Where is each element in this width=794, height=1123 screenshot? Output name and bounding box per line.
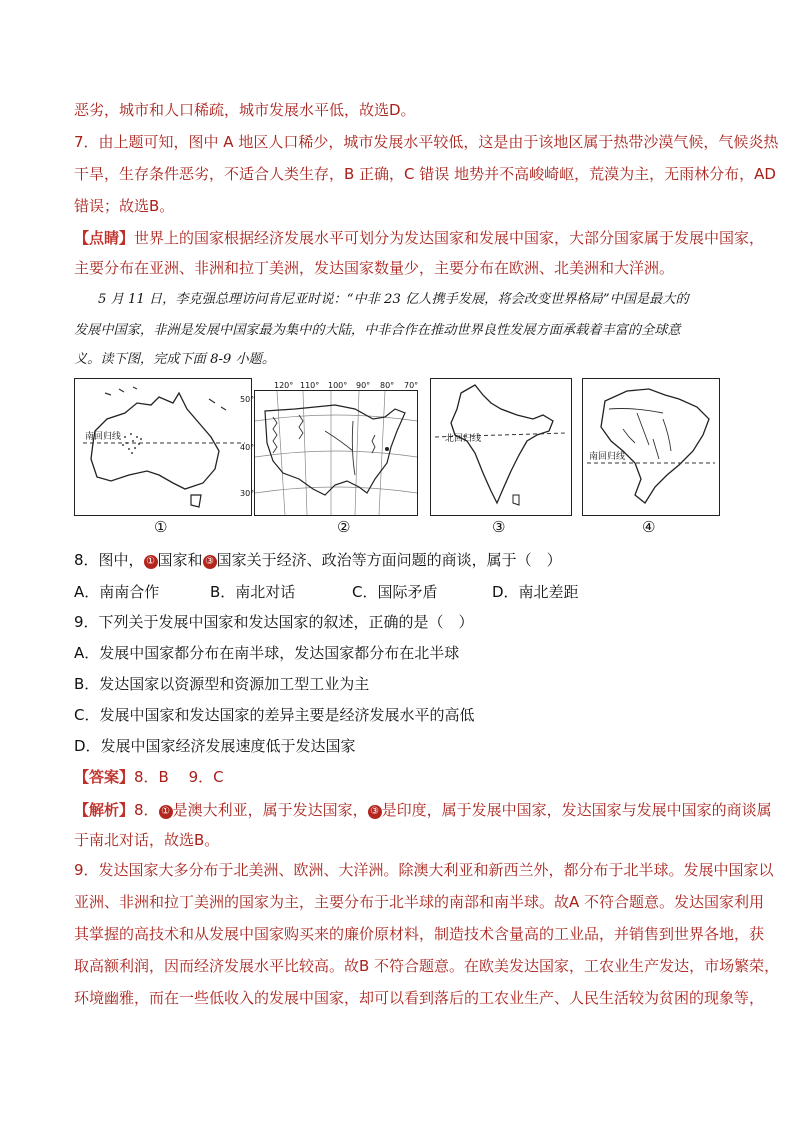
brazil-tropic-label: 南回归线 bbox=[589, 452, 626, 462]
answer-text: 8．B 9．C bbox=[134, 768, 224, 786]
australia-tropic-label: 南回归线 bbox=[85, 432, 122, 442]
india-map-graphic bbox=[431, 379, 571, 515]
passage-line-3: 义。读下图，完成下面 8-9 小题。 bbox=[74, 352, 276, 367]
tip-line-2: 主要分布在亚洲、非洲和拉丁美洲，发达国家数量少，主要分布在欧洲、北美洲和大洋洲。 bbox=[74, 259, 675, 277]
analysis-line-7: 环境幽雅，而在一些低收入的发展中国家，却可以看到落后的工农业生产、人民生活较为贫困的现象等， bbox=[74, 989, 765, 1007]
usa-latitude-labels bbox=[240, 388, 254, 518]
analysis-circle-three: ③ bbox=[368, 805, 382, 819]
map-brazil bbox=[582, 378, 720, 516]
usa-map-graphic bbox=[255, 391, 417, 515]
usa-lon-120: 120° bbox=[274, 381, 294, 390]
q9-option-d: D．发展中国家经济发展速度低于发达国家 bbox=[74, 737, 356, 755]
q8-circle-one: ① bbox=[144, 555, 158, 569]
q9-stem: 9．下列关于发展中国家和发达国家的叙述，正确的是（ ） bbox=[74, 613, 474, 631]
usa-lon-110: 110° bbox=[300, 381, 320, 390]
q8-middle: 国家和 bbox=[157, 551, 203, 569]
passage-line-2: 发展中国家，非洲是发展中国家最为集中的大陆，中非合作在推动世界良性发展方面承载着丰富的全球意 bbox=[74, 323, 681, 338]
map-india bbox=[430, 378, 572, 516]
analysis-label: 【解析】 bbox=[74, 801, 135, 819]
map-caption-4: ④ bbox=[642, 518, 656, 536]
india-tropic-label: 北回归线 bbox=[445, 434, 482, 444]
brazil-map-graphic bbox=[583, 379, 719, 515]
answer-line bbox=[74, 767, 224, 787]
maps-figure bbox=[74, 378, 724, 540]
text-line-1: 恶劣，城市和人口稀疏，城市发展水平低，故选D。 bbox=[74, 101, 416, 119]
tip-line-1 bbox=[74, 228, 764, 248]
map-caption-3: ③ bbox=[492, 518, 506, 536]
usa-lat-30: 30° bbox=[240, 489, 254, 498]
usa-lon-90: 90° bbox=[356, 381, 371, 390]
q8-suffix: 国家关于经济、政治等方面问题的商谈，属于（ ） bbox=[216, 551, 562, 569]
q8-option-b: B．南北对话 bbox=[210, 583, 296, 601]
q8-option-c: C．国际矛盾 bbox=[352, 583, 438, 601]
usa-longitude-labels bbox=[256, 378, 426, 390]
usa-lat-40: 40° bbox=[240, 443, 254, 452]
usa-lat-50: 50° bbox=[240, 395, 254, 404]
analysis-line-1 bbox=[74, 800, 772, 820]
usa-lon-100: 100° bbox=[328, 381, 348, 390]
analysis-8-mid: 是澳大利亚，属于发达国家， bbox=[172, 801, 368, 819]
map-australia bbox=[74, 378, 252, 516]
q8-stem bbox=[74, 550, 562, 570]
q8-option-a: A．南南合作 bbox=[74, 583, 160, 601]
analysis-circle-one: ① bbox=[159, 805, 173, 819]
q9-option-a: A．发展中国家都分布在南半球，发达国家都分布在北半球 bbox=[74, 644, 460, 662]
analysis-line-4: 亚洲、非洲和拉丁美洲的国家为主，主要分布于北半球的南部和南半球。故A 不符合题意。发达国家利用 bbox=[74, 893, 765, 911]
tip-label: 【点睛】 bbox=[74, 229, 135, 247]
q8-option-d: D．南北差距 bbox=[492, 583, 579, 601]
usa-lon-70: 70° bbox=[404, 381, 419, 390]
map-caption-2: ② bbox=[337, 518, 351, 536]
analysis-line-3: 9．发达国家大多分布于北美洲、欧洲、大洋洲。除澳大利亚和新西兰外，都分布于北半球。发展中国家以 bbox=[74, 861, 774, 879]
text-line-2: 7．由上题可知，图中 A 地区人口稀少，城市发展水平较低，这是由于该地区属于热带沙漠气候，气候炎热 bbox=[74, 133, 779, 151]
map-usa bbox=[254, 390, 418, 516]
q9-option-c: C．发展中国家和发达国家的差异主要是经济发展水平的高低 bbox=[74, 706, 475, 724]
usa-lon-80: 80° bbox=[380, 381, 395, 390]
q8-prefix: 8．图中， bbox=[74, 551, 144, 569]
australia-map-graphic bbox=[75, 379, 251, 515]
passage-line-1: 5 月 11 日，李克强总理访问肯尼亚时说：“中非 23 亿人携手发展，将会改变世界格局”中国是最大的 bbox=[98, 292, 689, 307]
text-line-4: 错误；故选B。 bbox=[74, 197, 175, 215]
map-caption-1: ① bbox=[154, 518, 168, 536]
analysis-line-6: 取高额利润，因而经济发展水平比较高。故B 不符合题意。在欧美发达国家，工农业生产发达，市场繁荣， bbox=[74, 957, 780, 975]
analysis-8-prefix: 8． bbox=[134, 801, 159, 819]
text-line-3: 干旱，生存条件恶劣，不适合人类生存，B 正确，C 错误 地势并不高峻崎岖，荒漠为主，无雨林分布，AD bbox=[74, 165, 776, 183]
q9-option-b: B．发达国家以资源型和资源加工型工业为主 bbox=[74, 675, 370, 693]
tip-text-1: 世界上的国家根据经济发展水平可划分为发达国家和发展中国家，大部分国家属于发展中国家， bbox=[134, 229, 765, 247]
q8-circle-three: ③ bbox=[203, 555, 217, 569]
analysis-line-2: 于南北对话，故选B。 bbox=[74, 831, 220, 849]
analysis-line-5: 其掌握的高技术和从发展中国家购买来的廉价原材料，制造技术含量高的工业品，并销售到世界各地，获 bbox=[74, 925, 765, 943]
answer-label: 【答案】 bbox=[74, 768, 135, 786]
analysis-8-end: 是印度，属于发展中国家，发达国家与发展中国家的商谈属 bbox=[381, 801, 772, 819]
